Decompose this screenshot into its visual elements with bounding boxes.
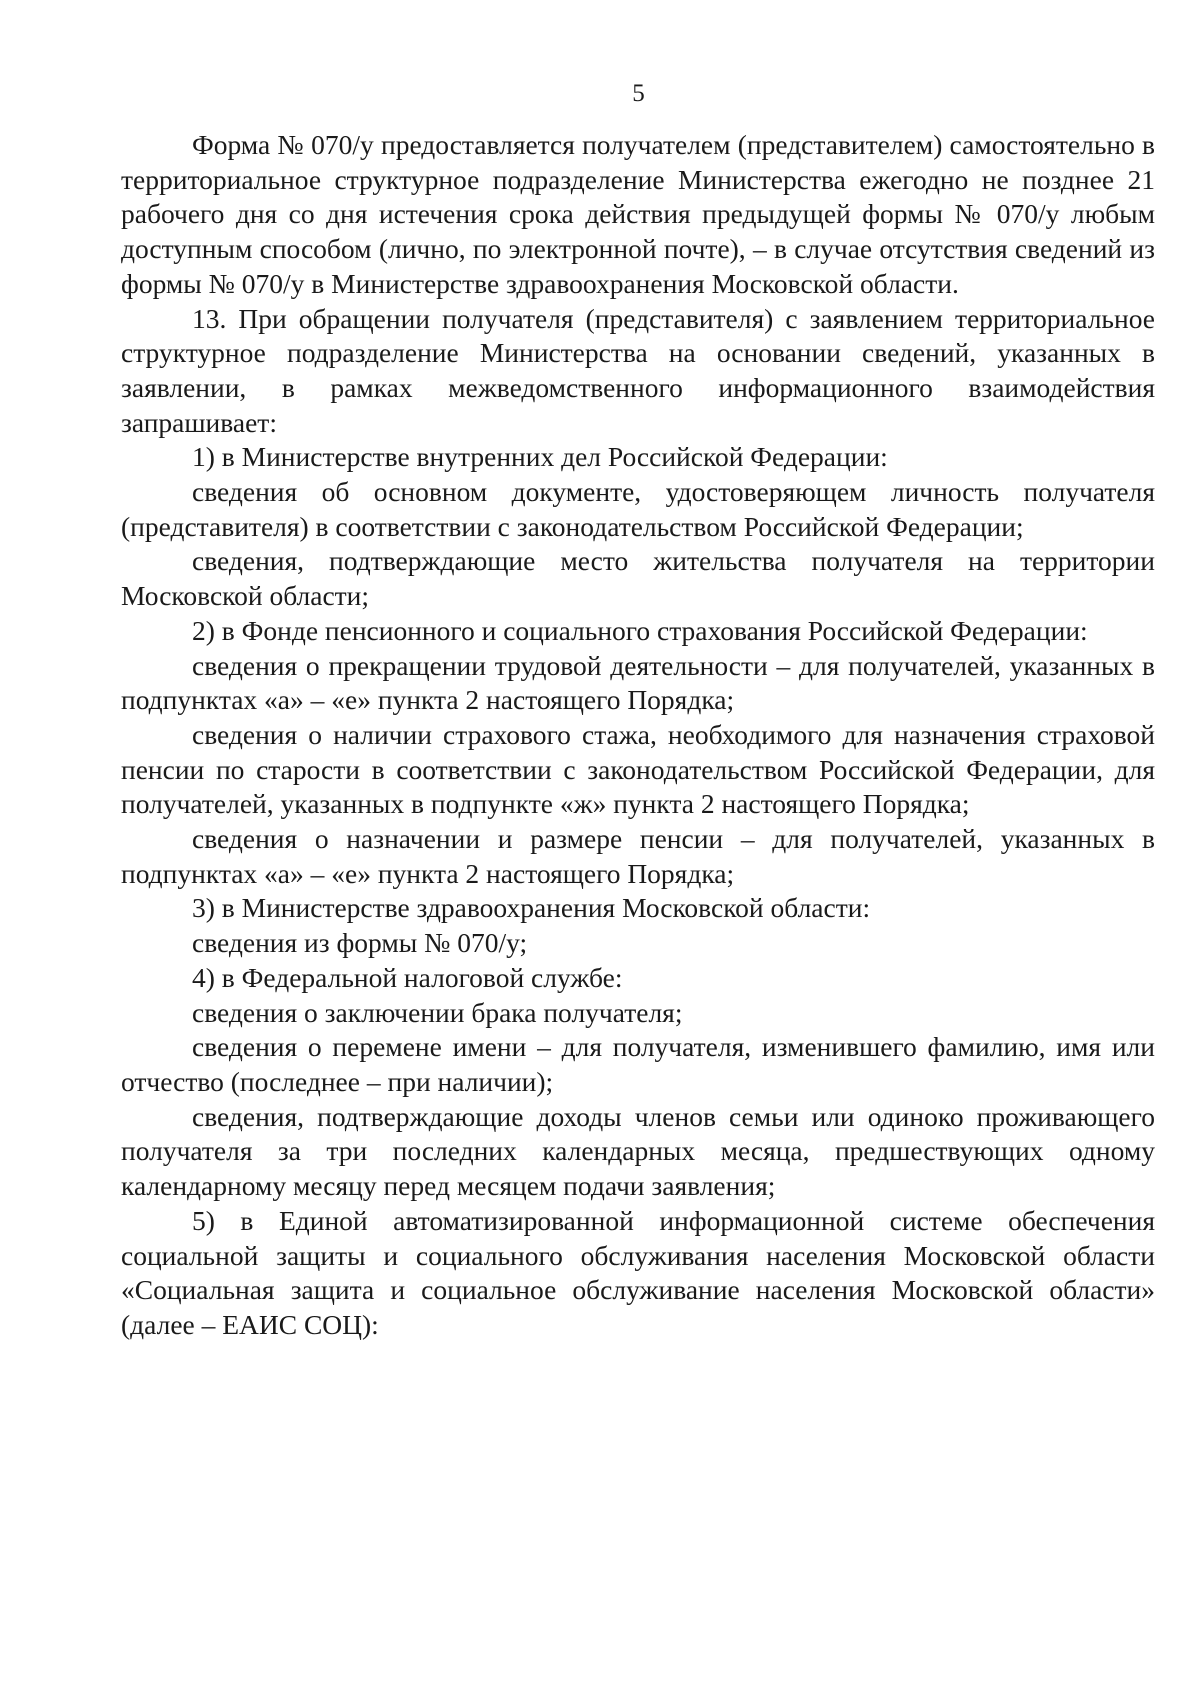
paragraph-subitem-2: 2) в Фонде пенсионного и социального страхования Российской Федерации:	[192, 614, 1088, 646]
paragraph-subitem-4: 4) в Федеральной налоговой службе:	[192, 961, 623, 993]
paragraph-identity-document: сведения об основном документе, удостоверяющем личность получателя (представителя) в соответствии с законодательством Российской Федерации;	[121, 476, 1155, 542]
paragraph-item-13: 13. При обращении получателя (представителя) с заявлением территориальное структурное подразделение Министерства на основании сведений, указанных в заявлении, в рамках межведомственного информационного взаимодействия запрашивает:	[121, 302, 1155, 438]
paragraph-residence: сведения, подтверждающие место жительства получателя на территории Московской области;	[121, 545, 1155, 612]
paragraph-name-change: сведения о перемене имени – для получателя, изменившего фамилию, имя или отчество (последнее – при наличии);	[121, 1031, 1155, 1097]
paragraph-subitem-1: 1) в Министерстве внутренних дел Российской Федерации:	[192, 441, 888, 473]
paragraph-subitem-5: 5) в Единой автоматизированной информационной системе обеспечения социальной защиты и социального обслуживания населения Московской области «Социальная защита и социальное обслуживание населения Московской области» (далее – ЕАИС СОЦ):	[121, 1204, 1155, 1340]
paragraph-subitem-3: 3) в Министерстве здравоохранения Московской области:	[192, 892, 871, 924]
paragraph-marriage: сведения о заключении брака получателя;	[192, 996, 683, 1028]
paragraph-income: сведения, подтверждающие доходы членов семьи или одиноко проживающего получателя за три последних календарных месяца, предшествующих одному календарному месяцу перед месяцем подачи заявления;	[121, 1100, 1155, 1202]
paragraph-form-070-info: сведения из формы № 070/у;	[192, 927, 528, 959]
paragraph-pension: сведения о назначении и размере пенсии – для получателей, указанных в подпунктах «а» – «е» пункта 2 настоящего Порядка;	[121, 823, 1155, 889]
page-number: 5	[632, 80, 645, 107]
document-body	[121, 128, 1155, 1343]
paragraph-insurance-record: сведения о наличии страхового стажа, необходимого для назначения страховой пенсии по старости в соответствии с законодательством Российской Федерации, для получателей, указанных в подпункте «ж» пункта 2 настоящего Порядка;	[121, 718, 1155, 820]
paragraph-form-070: Форма № 070/у предоставляется получателем (представителем) самостоятельно в территориальное структурное подразделение Министерства ежегодно не позднее 21 рабочего дня со дня истечения срока действия предыдущей формы № 070/у любым доступным способом (лично, по электронной почте), – в случае отсутствия сведений из формы № 070/у в Министерстве здравоохранения Московской области.	[121, 129, 1155, 299]
paragraph-employment-termination: сведения о прекращении трудовой деятельности – для получателей, указанных в подпунктах «а» – «е» пункта 2 настоящего Порядка;	[121, 649, 1155, 716]
